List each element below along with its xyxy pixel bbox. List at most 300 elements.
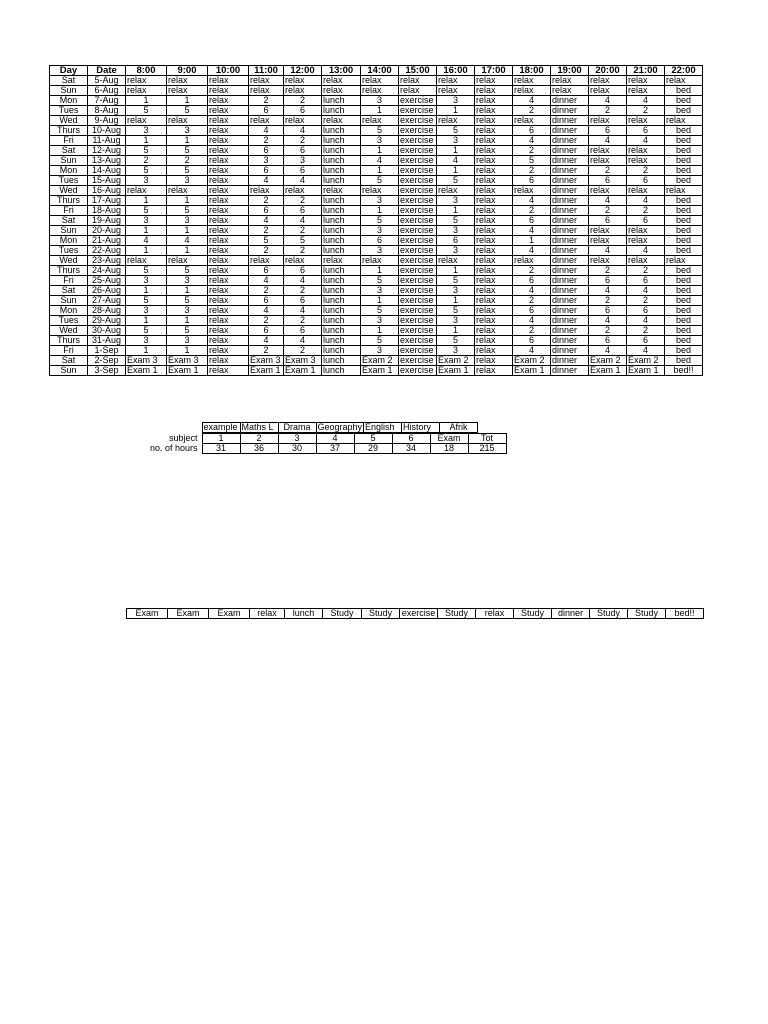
activity-cell[interactable]: 6 <box>513 336 551 346</box>
activity-cell[interactable]: relax <box>208 286 249 296</box>
activity-cell[interactable]: 5 <box>167 166 208 176</box>
example-activity-cell[interactable]: Study <box>323 609 362 619</box>
activity-cell[interactable]: lunch <box>322 226 361 236</box>
activity-cell[interactable]: relax <box>284 116 322 126</box>
activity-cell[interactable]: 6 <box>589 336 627 346</box>
activity-cell[interactable]: bed <box>665 166 703 176</box>
activity-cell[interactable]: relax <box>208 326 249 336</box>
activity-cell[interactable]: relax <box>475 296 513 306</box>
activity-cell[interactable]: dinner <box>551 346 589 356</box>
activity-cell[interactable]: 1 <box>361 326 399 336</box>
activity-cell[interactable]: 5 <box>167 106 208 116</box>
activity-cell[interactable]: dinner <box>551 196 589 206</box>
activity-cell[interactable]: bed <box>665 346 703 356</box>
activity-cell[interactable]: 6 <box>284 296 322 306</box>
activity-cell[interactable]: relax <box>208 346 249 356</box>
activity-cell[interactable]: 4 <box>361 156 399 166</box>
activity-cell[interactable]: relax <box>126 116 167 126</box>
activity-cell[interactable]: dinner <box>551 156 589 166</box>
activity-cell[interactable]: 4 <box>513 346 551 356</box>
activity-cell[interactable]: relax <box>627 116 665 126</box>
date-cell[interactable]: 17-Aug <box>88 196 126 206</box>
activity-cell[interactable]: 2 <box>284 136 322 146</box>
day-cell[interactable]: Wed <box>50 256 88 266</box>
activity-cell[interactable]: relax <box>475 116 513 126</box>
activity-cell[interactable]: relax <box>208 176 249 186</box>
activity-cell[interactable]: 4 <box>513 316 551 326</box>
activity-cell[interactable]: relax <box>589 146 627 156</box>
activity-cell[interactable]: 2 <box>284 286 322 296</box>
activity-cell[interactable]: relax <box>249 186 284 196</box>
day-cell[interactable]: Mon <box>50 96 88 106</box>
activity-cell[interactable]: relax <box>322 86 361 96</box>
date-cell[interactable]: 22-Aug <box>88 246 126 256</box>
activity-cell[interactable]: relax <box>551 86 589 96</box>
activity-cell[interactable]: 6 <box>589 306 627 316</box>
activity-cell[interactable]: dinner <box>551 176 589 186</box>
activity-cell[interactable]: 1 <box>167 226 208 236</box>
activity-cell[interactable]: lunch <box>322 176 361 186</box>
date-cell[interactable]: 19-Aug <box>88 216 126 226</box>
date-cell[interactable]: 13-Aug <box>88 156 126 166</box>
activity-cell[interactable]: relax <box>208 186 249 196</box>
activity-cell[interactable]: 4 <box>589 136 627 146</box>
activity-cell[interactable]: 4 <box>249 276 284 286</box>
activity-cell[interactable]: 2 <box>284 96 322 106</box>
day-cell[interactable]: Sun <box>50 366 88 376</box>
activity-cell[interactable]: relax <box>475 306 513 316</box>
activity-cell[interactable]: 6 <box>249 146 284 156</box>
activity-cell[interactable]: lunch <box>322 306 361 316</box>
activity-cell[interactable]: exercise <box>399 156 437 166</box>
activity-cell[interactable]: relax <box>208 166 249 176</box>
activity-cell[interactable]: lunch <box>322 286 361 296</box>
activity-cell[interactable]: dinner <box>551 116 589 126</box>
activity-cell[interactable]: relax <box>513 186 551 196</box>
activity-cell[interactable]: relax <box>399 76 437 86</box>
activity-cell[interactable]: relax <box>475 286 513 296</box>
activity-cell[interactable]: 6 <box>627 306 665 316</box>
activity-cell[interactable]: exercise <box>399 146 437 156</box>
activity-cell[interactable]: 3 <box>437 316 475 326</box>
activity-cell[interactable]: 2 <box>126 156 167 166</box>
activity-cell[interactable]: dinner <box>551 136 589 146</box>
activity-cell[interactable]: 1 <box>361 106 399 116</box>
activity-cell[interactable]: 1 <box>361 166 399 176</box>
activity-cell[interactable]: 4 <box>513 246 551 256</box>
activity-cell[interactable]: exercise <box>399 236 437 246</box>
activity-cell[interactable]: 6 <box>513 306 551 316</box>
activity-cell[interactable]: 3 <box>167 276 208 286</box>
activity-cell[interactable]: 2 <box>627 296 665 306</box>
activity-cell[interactable]: 4 <box>284 276 322 286</box>
activity-cell[interactable]: 1 <box>167 286 208 296</box>
activity-cell[interactable]: 4 <box>437 156 475 166</box>
activity-cell[interactable]: bed <box>665 126 703 136</box>
activity-cell[interactable]: dinner <box>551 226 589 236</box>
activity-cell[interactable]: 1 <box>126 226 167 236</box>
activity-cell[interactable]: bed <box>665 236 703 246</box>
activity-cell[interactable]: 4 <box>126 236 167 246</box>
activity-cell[interactable]: relax <box>475 126 513 136</box>
activity-cell[interactable]: relax <box>475 326 513 336</box>
activity-cell[interactable]: relax <box>249 86 284 96</box>
activity-cell[interactable]: 1 <box>167 136 208 146</box>
activity-cell[interactable]: dinner <box>551 326 589 336</box>
date-cell[interactable]: 3-Sep <box>88 366 126 376</box>
activity-cell[interactable]: relax <box>475 166 513 176</box>
activity-cell[interactable]: 1 <box>513 236 551 246</box>
activity-cell[interactable]: relax <box>208 146 249 156</box>
activity-cell[interactable]: 5 <box>167 326 208 336</box>
activity-cell[interactable]: exercise <box>399 106 437 116</box>
day-cell[interactable]: Fri <box>50 346 88 356</box>
activity-cell[interactable]: relax <box>361 86 399 96</box>
activity-cell[interactable]: 2 <box>589 326 627 336</box>
activity-cell[interactable]: dinner <box>551 206 589 216</box>
activity-cell[interactable]: exercise <box>399 96 437 106</box>
date-cell[interactable]: 14-Aug <box>88 166 126 176</box>
activity-cell[interactable]: exercise <box>399 166 437 176</box>
activity-cell[interactable]: 3 <box>126 336 167 346</box>
activity-cell[interactable]: 3 <box>437 246 475 256</box>
activity-cell[interactable]: dinner <box>551 106 589 116</box>
activity-cell[interactable]: relax <box>208 336 249 346</box>
activity-cell[interactable]: 2 <box>284 316 322 326</box>
example-activity-cell[interactable]: exercise <box>400 609 438 619</box>
activity-cell[interactable]: 1 <box>167 346 208 356</box>
activity-cell[interactable]: relax <box>475 356 513 366</box>
activity-cell[interactable]: dinner <box>551 296 589 306</box>
activity-cell[interactable]: 1 <box>167 246 208 256</box>
activity-cell[interactable]: 1 <box>126 196 167 206</box>
activity-cell[interactable]: 4 <box>589 196 627 206</box>
activity-cell[interactable]: lunch <box>322 236 361 246</box>
date-cell[interactable]: 2-Sep <box>88 356 126 366</box>
activity-cell[interactable]: relax <box>475 76 513 86</box>
date-cell[interactable]: 6-Aug <box>88 86 126 96</box>
day-cell[interactable]: Mon <box>50 236 88 246</box>
activity-cell[interactable]: 6 <box>589 126 627 136</box>
activity-cell[interactable]: relax <box>208 126 249 136</box>
activity-cell[interactable]: 6 <box>513 176 551 186</box>
activity-cell[interactable]: 4 <box>627 246 665 256</box>
activity-cell[interactable]: lunch <box>322 136 361 146</box>
activity-cell[interactable]: 2 <box>589 106 627 116</box>
day-cell[interactable]: Sat <box>50 286 88 296</box>
activity-cell[interactable]: 5 <box>167 266 208 276</box>
activity-cell[interactable]: 4 <box>589 346 627 356</box>
activity-cell[interactable]: bed <box>665 286 703 296</box>
activity-cell[interactable]: Exam 1 <box>249 366 284 376</box>
activity-cell[interactable]: 6 <box>589 176 627 186</box>
example-activity-cell[interactable]: bed!! <box>666 609 704 619</box>
activity-cell[interactable]: relax <box>208 96 249 106</box>
activity-cell[interactable]: relax <box>627 156 665 166</box>
activity-cell[interactable]: exercise <box>399 136 437 146</box>
activity-cell[interactable]: 2 <box>249 226 284 236</box>
activity-cell[interactable]: relax <box>208 236 249 246</box>
date-cell[interactable]: 18-Aug <box>88 206 126 216</box>
activity-cell[interactable]: 5 <box>126 146 167 156</box>
activity-cell[interactable]: relax <box>475 136 513 146</box>
activity-cell[interactable]: bed <box>665 86 703 96</box>
activity-cell[interactable]: 3 <box>126 276 167 286</box>
activity-cell[interactable]: relax <box>399 86 437 96</box>
activity-cell[interactable]: 1 <box>126 136 167 146</box>
activity-cell[interactable]: 5 <box>126 106 167 116</box>
activity-cell[interactable]: exercise <box>399 306 437 316</box>
activity-cell[interactable]: lunch <box>322 206 361 216</box>
activity-cell[interactable]: 2 <box>249 96 284 106</box>
day-cell[interactable]: Thurs <box>50 126 88 136</box>
activity-cell[interactable]: 6 <box>513 276 551 286</box>
day-cell[interactable]: Fri <box>50 206 88 216</box>
activity-cell[interactable]: 2 <box>589 266 627 276</box>
date-cell[interactable]: 16-Aug <box>88 186 126 196</box>
activity-cell[interactable]: lunch <box>322 316 361 326</box>
activity-cell[interactable]: relax <box>208 276 249 286</box>
activity-cell[interactable]: dinner <box>551 236 589 246</box>
activity-cell[interactable]: relax <box>249 76 284 86</box>
activity-cell[interactable]: 6 <box>249 296 284 306</box>
activity-cell[interactable]: bed <box>665 296 703 306</box>
activity-cell[interactable]: 1 <box>361 206 399 216</box>
activity-cell[interactable]: relax <box>437 86 475 96</box>
activity-cell[interactable]: 3 <box>284 156 322 166</box>
activity-cell[interactable]: relax <box>322 76 361 86</box>
activity-cell[interactable]: 2 <box>284 246 322 256</box>
activity-cell[interactable]: 5 <box>361 336 399 346</box>
activity-cell[interactable]: relax <box>513 116 551 126</box>
day-cell[interactable]: Wed <box>50 116 88 126</box>
activity-cell[interactable]: relax <box>475 106 513 116</box>
day-cell[interactable]: Sun <box>50 296 88 306</box>
example-activity-cell[interactable]: Exam <box>168 609 209 619</box>
activity-cell[interactable]: 5 <box>437 216 475 226</box>
activity-cell[interactable]: exercise <box>399 296 437 306</box>
activity-cell[interactable]: 2 <box>284 226 322 236</box>
activity-cell[interactable]: 5 <box>361 276 399 286</box>
activity-cell[interactable]: lunch <box>322 366 361 376</box>
day-cell[interactable]: Tues <box>50 176 88 186</box>
activity-cell[interactable]: relax <box>208 86 249 96</box>
activity-cell[interactable]: relax <box>475 196 513 206</box>
activity-cell[interactable]: relax <box>167 116 208 126</box>
activity-cell[interactable]: relax <box>167 76 208 86</box>
activity-cell[interactable]: lunch <box>322 326 361 336</box>
activity-cell[interactable]: 2 <box>167 156 208 166</box>
activity-cell[interactable]: relax <box>589 156 627 166</box>
activity-cell[interactable]: 2 <box>589 296 627 306</box>
date-cell[interactable]: 11-Aug <box>88 136 126 146</box>
example-activity-cell[interactable]: Exam <box>127 609 168 619</box>
date-cell[interactable]: 25-Aug <box>88 276 126 286</box>
activity-cell[interactable]: exercise <box>399 366 437 376</box>
activity-cell[interactable]: relax <box>437 256 475 266</box>
date-cell[interactable]: 24-Aug <box>88 266 126 276</box>
activity-cell[interactable]: relax <box>284 256 322 266</box>
activity-cell[interactable]: 3 <box>361 246 399 256</box>
activity-cell[interactable]: relax <box>208 366 249 376</box>
activity-cell[interactable]: dinner <box>551 266 589 276</box>
activity-cell[interactable]: relax <box>627 146 665 156</box>
activity-cell[interactable]: Exam 1 <box>284 366 322 376</box>
date-cell[interactable]: 31-Aug <box>88 336 126 346</box>
activity-cell[interactable]: relax <box>589 226 627 236</box>
activity-cell[interactable]: relax <box>627 186 665 196</box>
activity-cell[interactable]: relax <box>208 206 249 216</box>
activity-cell[interactable]: relax <box>513 256 551 266</box>
activity-cell[interactable]: 4 <box>249 336 284 346</box>
activity-cell[interactable]: 2 <box>249 246 284 256</box>
activity-cell[interactable]: relax <box>475 336 513 346</box>
activity-cell[interactable]: 4 <box>284 216 322 226</box>
activity-cell[interactable]: relax <box>208 196 249 206</box>
activity-cell[interactable]: lunch <box>322 246 361 256</box>
activity-cell[interactable]: dinner <box>551 126 589 136</box>
activity-cell[interactable]: 3 <box>361 286 399 296</box>
activity-cell[interactable]: exercise <box>399 356 437 366</box>
activity-cell[interactable]: 6 <box>249 326 284 336</box>
activity-cell[interactable]: 3 <box>126 216 167 226</box>
activity-cell[interactable]: 1 <box>126 246 167 256</box>
day-cell[interactable]: Tues <box>50 316 88 326</box>
activity-cell[interactable]: 2 <box>513 266 551 276</box>
activity-cell[interactable]: 6 <box>627 126 665 136</box>
date-cell[interactable]: 27-Aug <box>88 296 126 306</box>
activity-cell[interactable]: exercise <box>399 216 437 226</box>
activity-cell[interactable]: bed <box>665 106 703 116</box>
activity-cell[interactable]: relax <box>167 186 208 196</box>
activity-cell[interactable]: 4 <box>249 306 284 316</box>
activity-cell[interactable]: Exam 1 <box>589 366 627 376</box>
activity-cell[interactable]: 4 <box>513 136 551 146</box>
activity-cell[interactable]: relax <box>627 76 665 86</box>
activity-cell[interactable]: relax <box>475 216 513 226</box>
activity-cell[interactable]: relax <box>208 266 249 276</box>
activity-cell[interactable]: relax <box>249 116 284 126</box>
activity-cell[interactable]: lunch <box>322 196 361 206</box>
activity-cell[interactable]: relax <box>589 76 627 86</box>
activity-cell[interactable]: dinner <box>551 306 589 316</box>
activity-cell[interactable]: 3 <box>361 96 399 106</box>
activity-cell[interactable]: dinner <box>551 166 589 176</box>
activity-cell[interactable]: bed <box>665 206 703 216</box>
activity-cell[interactable]: 2 <box>284 346 322 356</box>
activity-cell[interactable]: 2 <box>249 286 284 296</box>
activity-cell[interactable]: 4 <box>513 196 551 206</box>
activity-cell[interactable]: 2 <box>249 196 284 206</box>
activity-cell[interactable]: relax <box>513 76 551 86</box>
activity-cell[interactable]: 3 <box>167 126 208 136</box>
activity-cell[interactable]: 2 <box>627 206 665 216</box>
activity-cell[interactable]: relax <box>589 256 627 266</box>
activity-cell[interactable]: Exam 3 <box>284 356 322 366</box>
activity-cell[interactable]: bed <box>665 146 703 156</box>
activity-cell[interactable]: 2 <box>589 206 627 216</box>
activity-cell[interactable]: 3 <box>437 286 475 296</box>
date-cell[interactable]: 15-Aug <box>88 176 126 186</box>
activity-cell[interactable]: 6 <box>513 216 551 226</box>
activity-cell[interactable]: Exam 1 <box>513 366 551 376</box>
activity-cell[interactable]: relax <box>475 206 513 216</box>
activity-cell[interactable]: 6 <box>249 106 284 116</box>
activity-cell[interactable]: 6 <box>627 176 665 186</box>
activity-cell[interactable]: relax <box>126 76 167 86</box>
activity-cell[interactable]: 4 <box>589 246 627 256</box>
example-activity-cell[interactable]: Exam <box>209 609 250 619</box>
activity-cell[interactable]: relax <box>361 76 399 86</box>
activity-cell[interactable]: lunch <box>322 96 361 106</box>
activity-cell[interactable]: exercise <box>399 276 437 286</box>
activity-cell[interactable]: 4 <box>513 96 551 106</box>
activity-cell[interactable]: 4 <box>284 126 322 136</box>
day-cell[interactable]: Sat <box>50 76 88 86</box>
activity-cell[interactable]: dinner <box>551 316 589 326</box>
activity-cell[interactable]: dinner <box>551 336 589 346</box>
activity-cell[interactable]: relax <box>322 256 361 266</box>
activity-cell[interactable]: relax <box>475 176 513 186</box>
activity-cell[interactable]: 2 <box>513 206 551 216</box>
activity-cell[interactable]: bed <box>665 246 703 256</box>
activity-cell[interactable]: 6 <box>627 216 665 226</box>
activity-cell[interactable]: relax <box>208 356 249 366</box>
day-cell[interactable]: Wed <box>50 186 88 196</box>
activity-cell[interactable]: bed <box>665 266 703 276</box>
activity-cell[interactable]: 1 <box>437 206 475 216</box>
activity-cell[interactable]: relax <box>208 76 249 86</box>
date-cell[interactable]: 7-Aug <box>88 96 126 106</box>
activity-cell[interactable]: 4 <box>627 316 665 326</box>
day-cell[interactable]: Wed <box>50 326 88 336</box>
example-activity-cell[interactable]: Study <box>590 609 628 619</box>
activity-cell[interactable]: 5 <box>437 176 475 186</box>
activity-cell[interactable]: relax <box>475 226 513 236</box>
date-cell[interactable]: 9-Aug <box>88 116 126 126</box>
activity-cell[interactable]: exercise <box>399 206 437 216</box>
activity-cell[interactable]: relax <box>475 346 513 356</box>
activity-cell[interactable]: exercise <box>399 266 437 276</box>
activity-cell[interactable]: 4 <box>589 316 627 326</box>
day-cell[interactable]: Sun <box>50 226 88 236</box>
activity-cell[interactable]: bed!! <box>665 366 703 376</box>
activity-cell[interactable]: 3 <box>167 306 208 316</box>
activity-cell[interactable]: relax <box>208 296 249 306</box>
activity-cell[interactable]: 6 <box>249 166 284 176</box>
activity-cell[interactable]: relax <box>475 236 513 246</box>
activity-cell[interactable]: lunch <box>322 356 361 366</box>
activity-cell[interactable]: relax <box>475 246 513 256</box>
activity-cell[interactable]: relax <box>284 86 322 96</box>
date-cell[interactable]: 1-Sep <box>88 346 126 356</box>
activity-cell[interactable]: 4 <box>249 176 284 186</box>
activity-cell[interactable]: 1 <box>437 166 475 176</box>
activity-cell[interactable]: 1 <box>437 106 475 116</box>
activity-cell[interactable]: dinner <box>551 256 589 266</box>
activity-cell[interactable]: 1 <box>437 326 475 336</box>
activity-cell[interactable]: 6 <box>284 166 322 176</box>
activity-cell[interactable]: lunch <box>322 146 361 156</box>
activity-cell[interactable]: exercise <box>399 186 437 196</box>
activity-cell[interactable]: 5 <box>361 176 399 186</box>
activity-cell[interactable]: lunch <box>322 166 361 176</box>
activity-cell[interactable]: 1 <box>437 266 475 276</box>
activity-cell[interactable]: Exam 1 <box>126 366 167 376</box>
activity-cell[interactable]: 5 <box>167 206 208 216</box>
activity-cell[interactable]: 1 <box>167 196 208 206</box>
activity-cell[interactable]: bed <box>665 216 703 226</box>
